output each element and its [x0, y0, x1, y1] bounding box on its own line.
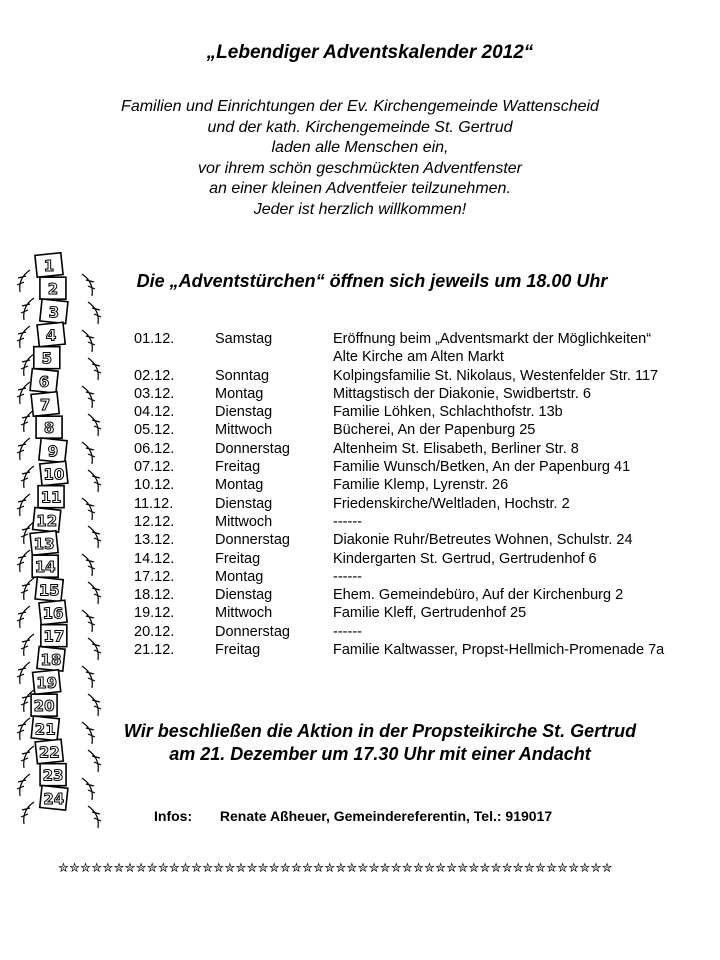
calendar-door-number: 19	[36, 674, 58, 692]
schedule-date: 13.12.	[134, 532, 175, 549]
schedule-date: 07.12.	[134, 459, 175, 476]
schedule-description: Friedenskirche/Weltladen, Hochstr. 2	[333, 495, 570, 512]
calendar-door-number: 5	[41, 349, 53, 368]
branch-left-icon	[17, 270, 30, 292]
schedule-description: Bücherei, An der Papenburg 25	[333, 422, 536, 439]
schedule-row	[0, 587, 720, 605]
schedule-description: ------	[333, 513, 362, 530]
branch-left-icon	[21, 746, 34, 768]
calendar-door-number: 23	[42, 766, 64, 785]
schedule-date: 12.12.	[134, 513, 175, 530]
schedule-date: 21.12.	[134, 642, 175, 659]
calendar-door-number: 4	[45, 326, 57, 345]
schedule-description: Kolpingsfamilie St. Nikolaus, Westenfelder Str. 117	[333, 367, 659, 384]
schedule-day: Freitag	[215, 550, 261, 567]
schedule-day: Freitag	[215, 459, 261, 476]
infos-line	[154, 808, 552, 824]
page-title: „Lebendiger Adventskalender 2012“	[206, 42, 534, 63]
schedule-date: 10.12.	[134, 477, 175, 494]
branch-left-icon	[21, 802, 34, 824]
calendar-door-number: 15	[38, 581, 60, 600]
schedule-row	[0, 386, 720, 404]
schedule-description: Familie Kleff, Gertrudenhof 25	[333, 605, 527, 622]
schedule-row	[0, 496, 720, 514]
schedule-date: 11.12.	[134, 495, 174, 512]
intro-line: vor ihrem schön geschmückten Adventfenster	[197, 159, 522, 177]
schedule-description: Familie Löhken, Schlachthofstr. 13b	[333, 404, 563, 421]
closing-line: Wir beschließen die Aktion in der Propsteikirche St. Gertrud	[123, 721, 637, 741]
schedule-day: Dienstag	[215, 495, 273, 512]
schedule-day: Montag	[215, 568, 264, 585]
schedule-description: Familie Kaltwasser, Propst-Hellmich-Promenade 7a	[333, 642, 665, 659]
calendar-door-number: 22	[38, 743, 60, 762]
schedule-description: Eröffnung beim „Adventsmarkt der Möglichkeiten“	[333, 331, 652, 347]
calendar-door-number: 21	[34, 720, 56, 739]
schedule-row	[0, 441, 720, 459]
schedule-day: Donnerstag	[215, 532, 290, 549]
schedule-description: Ehem. Gemeindebüro, Auf der Kirchenburg 2	[333, 587, 624, 604]
star-divider: ✮✮✮✮✮✮✮✮✮✮✮✮✮✮✮✮✮✮✮✮✮✮✮✮✮✮✮✮✮✮✮✮✮✮✮✮✮✮✮✮✮✮✮✮✮✮✮✮✮✮	[58, 860, 613, 875]
schedule-row	[0, 331, 720, 349]
schedule-day: Freitag	[215, 642, 261, 659]
schedule-description: Diakonie Ruhr/Betreutes Wohnen, Schulstr. 24	[333, 532, 633, 549]
intro-line: laden alle Menschen ein,	[271, 139, 449, 156]
calendar-door-number: 3	[48, 303, 60, 322]
schedule-date: 04.12.	[134, 404, 175, 421]
schedule-description: Familie Klemp, Lyrenstr. 26	[333, 477, 509, 494]
schedule-description: ------	[333, 568, 362, 585]
schedule-description: Kindergarten St. Gertrud, Gertrudenhof 6	[333, 550, 597, 567]
schedule-description: Mittagstisch der Diakonie, Swidbertstr. 6	[333, 385, 591, 402]
branch-right-icon	[88, 694, 101, 716]
schedule-day: Donnerstag	[215, 440, 290, 457]
calendar-door-number: 6	[38, 372, 50, 391]
intro-text	[0, 97, 720, 220]
branch-right-icon	[88, 302, 101, 324]
calendar-door-number: 14	[34, 558, 56, 577]
calendar-door-number: 10	[43, 465, 65, 484]
calendar-door-number: 17	[43, 627, 65, 646]
branch-right-icon	[82, 666, 95, 688]
schedule-date: 01.12.	[134, 331, 175, 347]
schedule-day: Mittwoch	[215, 605, 273, 622]
schedule-row	[0, 349, 720, 367]
closing-text	[60, 720, 700, 766]
branch-left-icon	[17, 662, 30, 684]
calendar-door-number: 13	[33, 535, 55, 553]
schedule-description: ------	[333, 623, 362, 640]
schedule-date: 14.12.	[134, 550, 175, 567]
schedule-day: Montag	[215, 385, 264, 402]
infos-label: Infos:	[154, 808, 193, 824]
schedule-row	[0, 532, 720, 550]
schedule-day: Samstag	[215, 331, 273, 347]
schedule-row	[0, 368, 720, 386]
calendar-door-number: 7	[39, 396, 51, 414]
schedule-description: Familie Wunsch/Betken, An der Papenburg 41	[333, 459, 631, 476]
branch-left-icon	[17, 718, 30, 740]
schedule-row	[0, 422, 720, 440]
schedule-date: 17.12.	[134, 568, 175, 585]
schedule-day: Dienstag	[215, 404, 273, 421]
schedule-date: 06.12.	[134, 440, 175, 457]
schedule-day: Dienstag	[215, 587, 273, 604]
schedule-row	[0, 624, 720, 642]
schedule-row	[0, 605, 720, 623]
calendar-door-number: 2	[47, 280, 59, 299]
schedule-day: Mittwoch	[215, 422, 273, 439]
schedule-row	[0, 569, 720, 587]
intro-line: an einer kleinen Adventfeier teilzunehmen.	[209, 180, 511, 197]
branch-left-icon	[17, 774, 30, 796]
schedule-date: 20.12.	[134, 623, 175, 640]
calendar-door-number: 9	[47, 442, 59, 461]
calendar-door-number: 12	[36, 511, 58, 530]
calendar-door-number: 8	[43, 419, 55, 438]
schedule-description: Alte Kirche am Alten Markt	[333, 349, 504, 366]
schedule-date: 19.12.	[134, 605, 175, 622]
schedule-list	[0, 331, 720, 660]
schedule-date: 05.12.	[134, 422, 175, 439]
schedule-day: Sonntag	[215, 367, 270, 384]
calendar-door-number: 11	[40, 488, 62, 507]
calendar-door-number: 20	[33, 697, 55, 716]
branch-right-icon	[88, 806, 101, 828]
calendar-door-number: 18	[40, 650, 62, 669]
closing-line: am 21. Dezember um 17.30 Uhr mit einer Andacht	[169, 744, 591, 764]
schedule-row	[0, 404, 720, 422]
schedule-day: Mittwoch	[215, 513, 273, 530]
schedule-row	[0, 642, 720, 660]
calendar-door-number: 16	[42, 604, 64, 623]
intro-line: und der kath. Kirchengemeinde St. Gertrud	[207, 118, 513, 136]
schedule-date: 02.12.	[134, 367, 175, 384]
schedule-row	[0, 477, 720, 495]
schedule-row	[0, 511, 720, 532]
infos-contact: Renate Aßheuer, Gemeindereferentin, Tel.: 919017	[219, 808, 553, 824]
subheading: Die „Adventstürchen“ öffnen sich jeweils um 18.00 Uhr	[136, 271, 608, 291]
schedule-row	[0, 459, 720, 477]
schedule-day: Donnerstag	[215, 623, 290, 640]
intro-line: Familien und Einrichtungen der Ev. Kirchengemeinde Wattenscheid	[121, 98, 599, 115]
schedule-date: 18.12.	[134, 587, 175, 604]
schedule-row	[0, 551, 720, 569]
schedule-date: 03.12.	[134, 385, 175, 402]
branch-left-icon	[21, 298, 34, 320]
schedule-day: Montag	[215, 477, 264, 494]
branch-right-icon	[82, 778, 95, 800]
calendar-door-number: 24	[43, 789, 65, 808]
calendar-door-number: 1	[43, 257, 55, 275]
intro-line: Jeder ist herzlich willkommen!	[253, 200, 467, 218]
branch-right-icon	[82, 274, 95, 296]
schedule-description: Altenheim St. Elisabeth, Berliner Str. 8	[333, 440, 579, 457]
